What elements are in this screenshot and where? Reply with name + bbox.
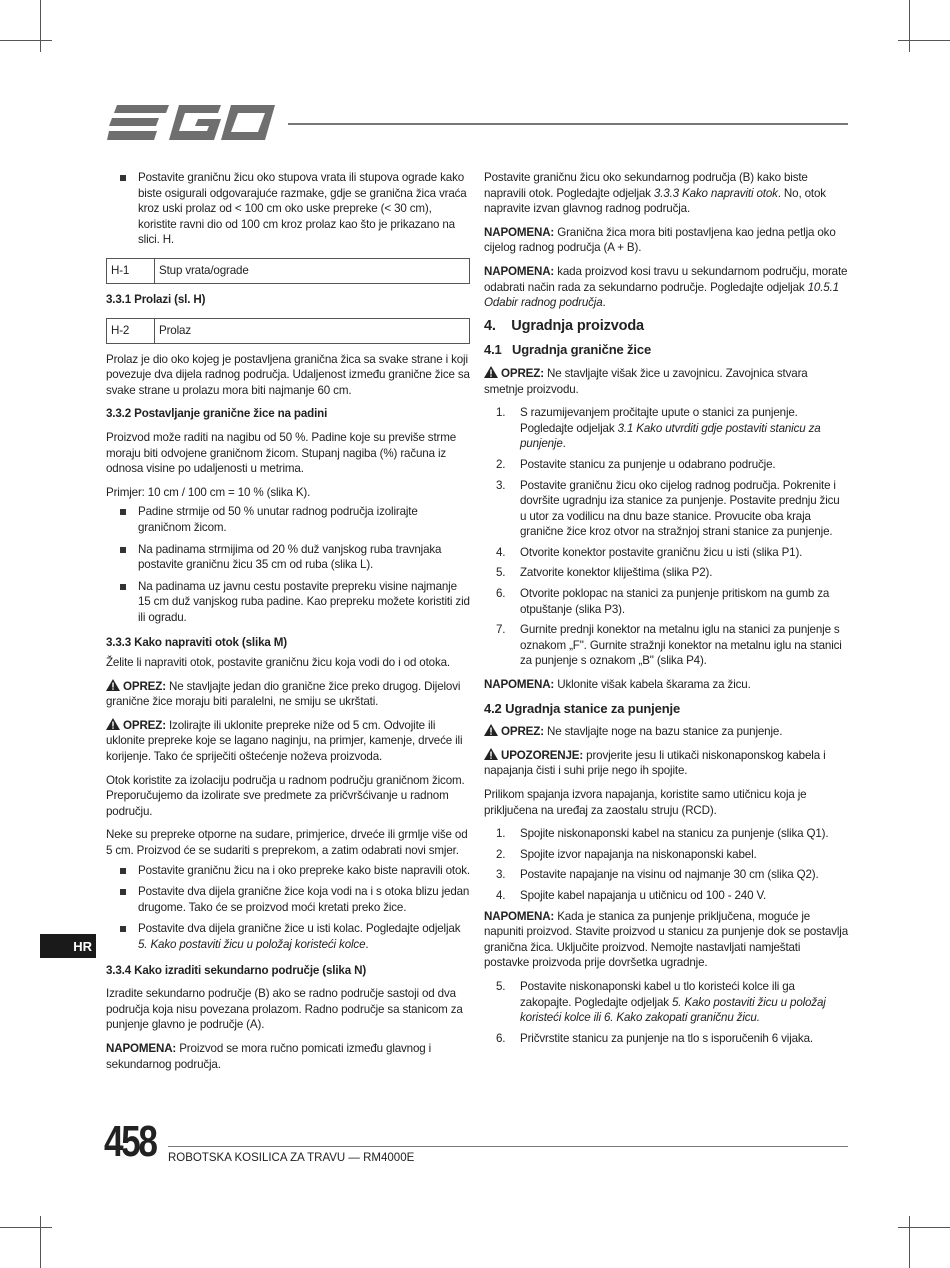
crop-mark	[909, 1216, 910, 1268]
warning-triangle-icon	[484, 748, 498, 760]
header-rule	[288, 123, 848, 125]
bullet-item: Na padinama uz javnu cestu postavite prepreku visine najmanje 15 cm duž vanjskog ruba padine. Kao prepreku možete koristiti zid ili ogradu.	[106, 579, 470, 626]
paragraph: Izradite sekundarno područje (B) ako se radno područje sastoji od dva područja koja nisu povezana prolazom. Radno područje sa stanicom za punjenje glavno je područje (A).	[106, 987, 463, 1032]
note: NAPOMENA: Proizvod se mora ručno pomicati između glavnog i sekundarnog područja.	[106, 1041, 432, 1071]
ego-logo-graphic	[107, 103, 277, 143]
list-item: 6. Otvorite poklopac na stanici za punjenje pritiskom na gumb za otpuštanje (slika P3).	[496, 587, 830, 616]
warning-triangle-icon	[106, 718, 120, 730]
page-number: 458	[104, 1117, 156, 1166]
crop-mark	[0, 1227, 52, 1228]
footer-title: ROBOTSKA KOSILICA ZA TRAVU — RM4000E	[168, 1152, 415, 1164]
warning-triangle-icon	[484, 724, 498, 736]
ego-logo	[107, 103, 277, 148]
cross-reference: 3.1 Kako utvrditi gdje postaviti stanicu za punjenje	[520, 421, 821, 451]
list-item: 6. Pričvrstite stanicu za punjenje na tlo s isporučenih 6 vijaka.	[496, 1031, 813, 1045]
figure-table-h2	[106, 318, 470, 344]
paragraph: Primjer: 10 cm / 100 cm = 10 % (slika K).	[106, 485, 311, 499]
list-item: 2. Postavite stanicu za punjenje u odabrano područje.	[496, 457, 776, 471]
list-item: 4. Spojite kabel napajanja u utičnicu od 100 - 240 V.	[496, 888, 767, 902]
list-item: 4. Otvorite konektor postavite graničnu žicu u isti (slika P1).	[496, 545, 803, 559]
warning-triangle-icon	[484, 366, 498, 378]
section-heading: 3.3.4 Kako izraditi sekundarno područje (slika N)	[106, 963, 367, 977]
table-cell-label: Prolaz	[159, 323, 191, 337]
bullet-item: Na padinama strmijima od 20 % duž vanjskog ruba travnjaka postavite graničnu žicu 35 cm od ruba (slika L).	[106, 542, 470, 573]
crop-mark	[40, 0, 41, 52]
caution-note: OPREZ: Ne stavljajte višak žice u zavojnicu. Zavojnica stvara smetnje proizvodu.	[484, 366, 808, 396]
paragraph: Prilikom spajanja izvora napajanja, koristite samo utičnicu koja je priključena na uređaj za zaostalu struju (RCD).	[484, 788, 807, 817]
paragraph: Postavite graničnu žicu oko sekundarnog područja (B) kako biste napravili otok. Pogledajte odjeljak 3.3.3 Kako napraviti otok. No, otok napravite izvan glavnog radnog područja.	[484, 171, 826, 216]
cross-reference: 5. Kako postaviti žicu u položaj koristeći kolce ili 6. Kako zakopati graničnu žicu.	[520, 995, 826, 1025]
numbered-list-station	[484, 826, 848, 903]
list-item: 3. Postavite graničnu žicu oko cijelog radnog područja. Pokrenite i dovršite ugradnju iza stanice za punjenje. Postavite prednju žicu u utor za vodilicu na dnu baze stanice. Provucite oba kraja granične žice kroz otvor na stražnjoj strani stanice za punjenje.	[496, 478, 840, 539]
warning-note: UPOZORENJE: provjerite jesu li utikači niskonaponskog kabela i napajanja čisti i suhi prije nego ih spojite.	[484, 748, 826, 778]
bullet-item: Padine strmije od 50 % unutar radnog područja izolirajte graničnom žicom.	[106, 504, 470, 535]
crop-mark	[40, 1216, 41, 1268]
section-heading: 4.1 Ugradnja granične žice	[484, 342, 652, 358]
note: NAPOMENA: Granična žica mora biti postavljena kao jedna petlja oko cijelog radnog područja (A + B).	[484, 225, 836, 255]
chapter-heading: 4. Ugradnja proizvoda	[484, 317, 644, 334]
crop-mark	[898, 1227, 950, 1228]
numbered-list-installation	[484, 405, 848, 669]
section-heading: 3.3.3 Kako napraviti otok (slika M)	[106, 636, 287, 650]
paragraph: Otok koristite za izolaciju područja u radnom području graničnom žicom. Preporučujemo da izolirate sve predmete za pričvršćivanje u radnom području.	[106, 773, 465, 818]
paragraph: Neke su prepreke otporne na sudare, primjerice, drveće ili grmlje više od 5 cm. Proizvod će se sudariti s preprekom, a zatim odabrati novi smjer.	[106, 828, 468, 857]
crop-mark	[0, 40, 52, 41]
note: NAPOMENA: Kada je stanica za punjenje priključena, moguće je napuniti proizvod. Stavite proizvod u stanicu za punjenje dok se postavlja granična žica. Uključite proizvod. Nemojte nastavljati namještati postavke proizvoda prije dovršetka ugradnje.	[484, 909, 848, 970]
table-cell-id: H-2	[107, 319, 155, 343]
crop-mark	[898, 40, 950, 41]
warning-triangle-icon	[106, 679, 120, 691]
paragraph: Prolaz je dio oko kojeg je postavljena granična žica sa svake strane i koji povezuje dva dijela radnog područja. Udaljenost između granične žice sa svake strane u prolazu mora biti najmanje 60 cm.	[106, 352, 470, 397]
language-tab: HR	[40, 934, 96, 958]
list-item: 5. Postavite niskonaponski kabel u tlo koristeći kolce ili ga zakopajte. Pogledajte odjeljak 5. Kako postaviti žicu u položaj koristeći kolce ili 6. Kako zakopati graničnu žicu.	[496, 979, 826, 1025]
cross-reference: 10.5.1 Odabir radnog područja	[484, 280, 839, 310]
bullet-item: Postavite dva dijela granične žice u isti kolac. Pogledajte odjeljak 5. Kako postaviti žicu u položaj koristeći kolce.	[106, 921, 470, 952]
list-item: 2. Spojite izvor napajanja na niskonaponski kabel.	[496, 847, 757, 861]
cross-reference: 3.3.3 Kako napraviti otok	[653, 186, 778, 200]
section-heading: 4.2 Ugradnja stanice za punjenje	[484, 700, 681, 716]
list-item: 3. Postavite napajanje na visinu od najmanje 30 cm (slika Q2).	[496, 868, 819, 882]
paragraph: Želite li napraviti otok, postavite graničnu žicu koja vodi do i od otoka.	[106, 656, 450, 670]
caution-note: OPREZ: Ne stavljajte noge na bazu stanice za punjenje.	[484, 724, 848, 740]
figure-table-h1	[106, 258, 470, 284]
crop-mark	[909, 0, 910, 52]
left-column	[106, 170, 470, 1080]
caution-note: OPREZ: Izolirajte ili uklonite prepreke niže od 5 cm. Odvojite ili uklonite prepreke koje se lagano naginju, na primjer, kamenje, drveće ili korijenje. Tako će spriječiti oštećenje noževa proizvoda.	[106, 718, 463, 764]
bullet-item: Postavite graničnu žicu oko stupova vrata ili stupova ograde kako biste osigurali odgovarajuće razmake, gdje se granična žica vraća kroz uski prolaz od < 100 cm oko uske prepreke (< 30 cm), koristite ravni dio od 100 cm kroz prolaz kao što je prikazano na slici. H.	[106, 170, 470, 248]
bullet-item: Postavite graničnu žicu na i oko prepreke kako biste napravili otok.	[106, 863, 470, 879]
list-item: 7. Gurnite prednji konektor na metalnu iglu na stanici za punjenje s oznakom „F". Gurnite stražnji konektor na metalnu iglu na stanici za punjenje s oznakom „B" (slika P4).	[496, 623, 842, 668]
footer-rule	[168, 1146, 848, 1147]
bullet-item: Postavite dva dijela granične žice koja vodi na i s otoka blizu jedan drugome. Tako će se proizvod moći kretati preko žice.	[106, 884, 470, 915]
table-cell-label: Stup vrata/ograde	[159, 264, 249, 278]
cross-reference: 5. Kako postaviti žicu u položaj koristeći kolce	[138, 937, 366, 951]
list-item: 1. S razumijevanjem pročitajte upute o stanici za punjenje. Pogledajte odjeljak 3.1 Kako utvrditi gdje postaviti stanicu za punjenje.	[496, 406, 821, 451]
note: NAPOMENA: Uklonite višak kabela škarama za žicu.	[484, 678, 751, 692]
list-item: 1. Spojite niskonaponski kabel na stanicu za punjenje (slika Q1).	[496, 827, 829, 841]
right-column	[484, 170, 848, 1051]
list-item: 5. Zatvorite konektor kliještima (slika P2).	[496, 566, 713, 580]
section-heading: 3.3.2 Postavljanje granične žice na padini	[106, 407, 328, 421]
note: NAPOMENA: kada proizvod kosi travu u sekundarnom području, morate odabrati način rada za sekundarno područje. Pogledajte odjeljak 10.5.1 Odabir radnog područja.	[484, 264, 848, 310]
table-cell-id: H-1	[107, 259, 155, 283]
caution-note: OPREZ: Ne stavljajte jedan dio granične žice preko drugog. Dijelovi granične žice moraju biti paralelni, ne smiju se ukrštati.	[106, 679, 461, 709]
section-heading: 3.3.1 Prolazi (sl. H)	[106, 292, 206, 306]
paragraph: Proizvod može raditi na nagibu od 50 %. Padine koje su previše strme moraju biti odvojene graničnom žicom. Stupanj nagiba (%) računa iz odnosa visine po udaljenosti u metrima.	[106, 430, 457, 476]
